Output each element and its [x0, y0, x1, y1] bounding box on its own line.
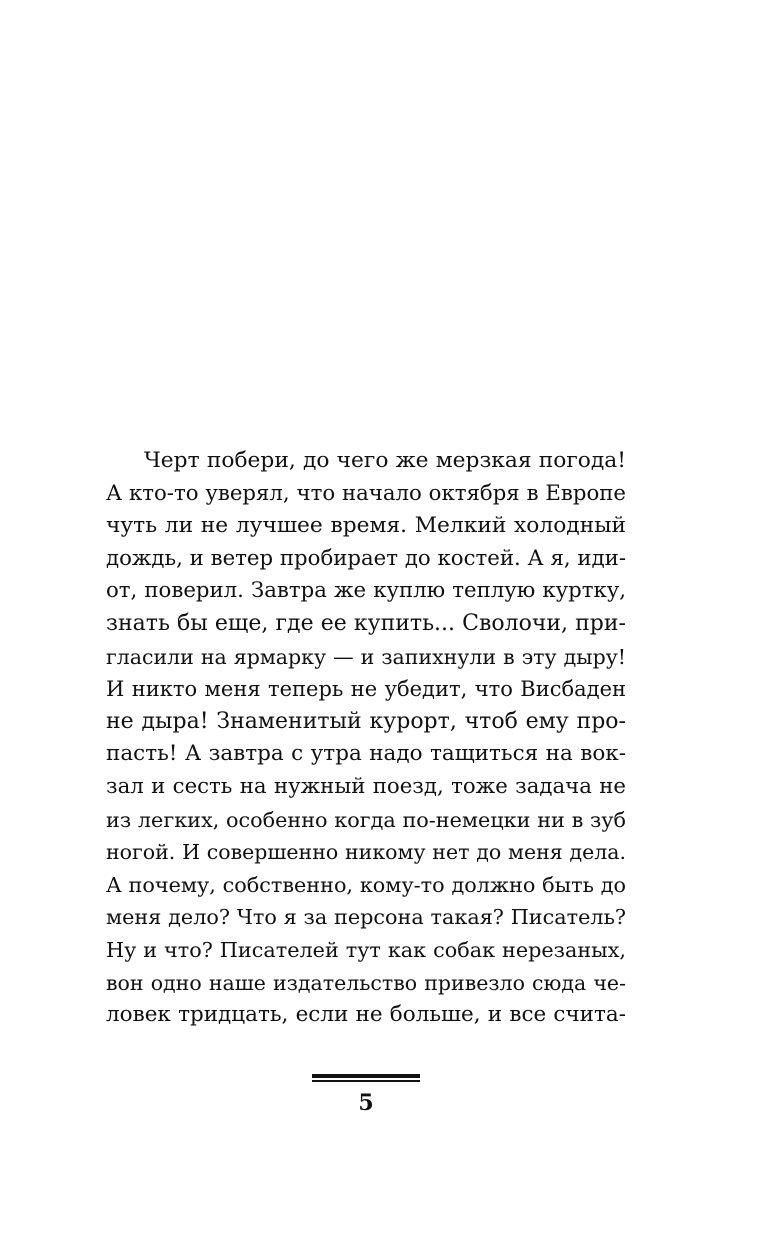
text-line: не дыра! Знаменитый курорт, чтоб ему про- — [106, 708, 626, 734]
text-line: вон одно наше издательство привезло сюда че- — [106, 970, 626, 995]
text-line: от, поверил. Завтра же куплю теплую куртку, — [106, 578, 626, 604]
text-line: пасть! А завтра с утра надо тащиться на вок- — [106, 741, 626, 767]
text-line: дождь, и ветер пробирает до костей. А я, иди- — [106, 545, 626, 571]
footer-rule — [312, 1074, 420, 1082]
body-text — [106, 445, 626, 1032]
text-line: зал и сесть на нужный поезд, тоже задача не — [106, 773, 626, 799]
page-number: 5 — [358, 1090, 374, 1116]
text-line: меня дело? Что я за персона такая? Писатель? — [106, 905, 626, 930]
footer-rule-thin — [312, 1080, 420, 1082]
text-line: И никто меня теперь не убедит, что Висбаден — [106, 677, 626, 702]
text-line: А почему, собственно, кому-то должно быть до — [106, 872, 626, 897]
text-line: А кто-то уверял, что начало октября в Европе — [106, 480, 626, 506]
text-line: ногой. И совершенно никому нет до меня дела. — [106, 840, 626, 865]
text-line: Черт побери, до чего же мерзкая погода! — [144, 448, 626, 473]
text-line: чуть ли не лучшее время. Мелкий холодный — [106, 513, 626, 539]
text-line: гласили на ярмарку — и запихнули в эту дыру! — [106, 644, 626, 669]
text-line: Ну и что? Писателей тут как собак нерезаных, — [106, 937, 626, 962]
text-line: знать бы еще, где ее купить... Сволочи, при- — [106, 610, 626, 636]
text-line: ловек тридцать, если не больше, и все счита- — [106, 1002, 626, 1028]
text-line: из легких, особенно когда по-немецки ни в зуб — [106, 807, 626, 832]
